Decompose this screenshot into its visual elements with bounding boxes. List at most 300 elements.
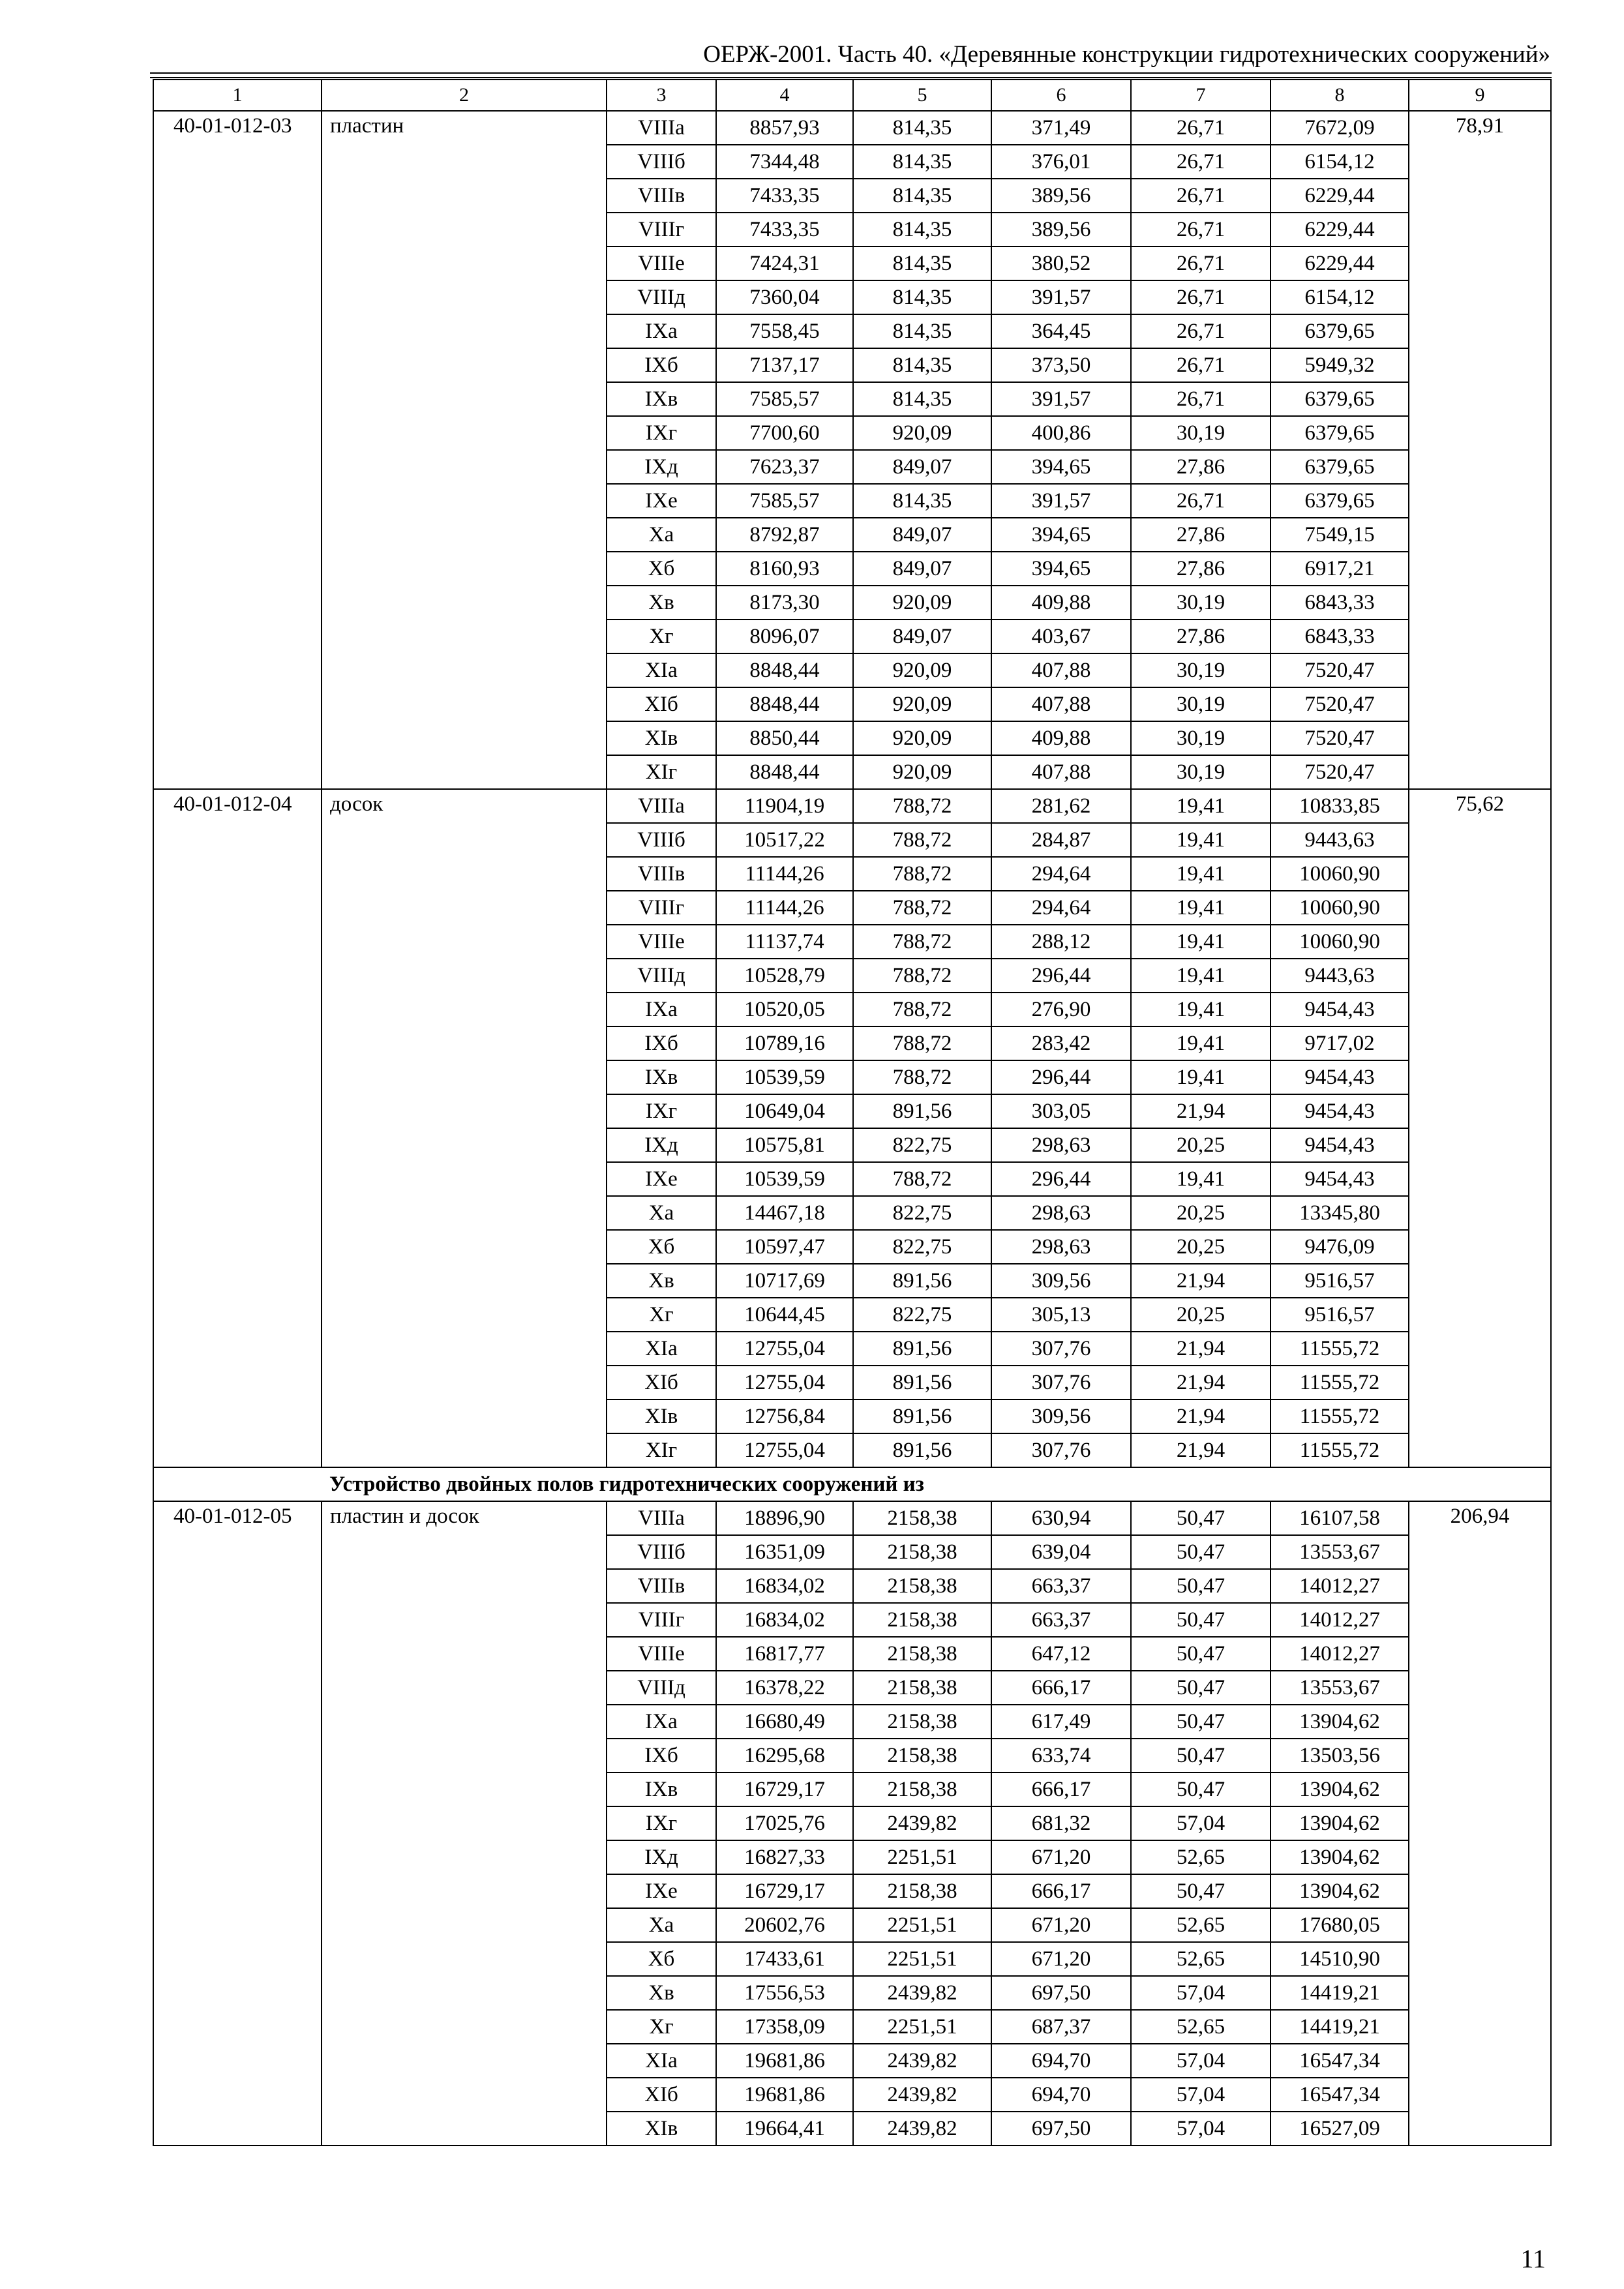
total-cost: 17556,53: [716, 1976, 853, 2010]
machinist-wages: 30,19: [1131, 653, 1271, 687]
machinist-wages: 21,94: [1131, 1399, 1271, 1433]
machinist-wages: 57,04: [1131, 1976, 1271, 2010]
wages: 788,72: [853, 1060, 991, 1094]
zone-category: VIIIа: [607, 111, 716, 145]
machinist-wages: 52,65: [1131, 1908, 1271, 1942]
total-cost: 16680,49: [716, 1705, 853, 1739]
machinist-wages: 50,47: [1131, 1501, 1271, 1535]
materials-cost: 13345,80: [1271, 1196, 1409, 1230]
section-title-row: [153, 1467, 1551, 1501]
zone-category: XIб: [607, 2078, 716, 2112]
total-cost: 7424,31: [716, 247, 853, 280]
total-cost: 10575,81: [716, 1128, 853, 1162]
total-cost: 11904,19: [716, 789, 853, 823]
machine-cost: 671,20: [991, 1942, 1131, 1976]
total-cost: 10539,59: [716, 1162, 853, 1196]
zone-category: XIа: [607, 653, 716, 687]
machine-cost: 407,88: [991, 653, 1131, 687]
wages: 788,72: [853, 1026, 991, 1060]
machine-cost: 373,50: [991, 348, 1131, 382]
total-cost: 16729,17: [716, 1773, 853, 1806]
machinist-wages: 26,71: [1131, 382, 1271, 416]
labor-cost: 78,91: [1409, 111, 1551, 789]
machinist-wages: 57,04: [1131, 2044, 1271, 2078]
machine-cost: 394,65: [991, 450, 1131, 484]
zone-category: VIIIб: [607, 823, 716, 857]
wages: 788,72: [853, 1162, 991, 1196]
materials-cost: 6379,65: [1271, 416, 1409, 450]
total-cost: 19681,86: [716, 2078, 853, 2112]
materials-cost: 7549,15: [1271, 518, 1409, 552]
zone-category: Xа: [607, 1908, 716, 1942]
zone-category: VIIIд: [607, 959, 716, 993]
machinist-wages: 27,86: [1131, 620, 1271, 653]
materials-cost: 11555,72: [1271, 1332, 1409, 1366]
materials-cost: 17680,05: [1271, 1908, 1409, 1942]
zone-category: VIIIа: [607, 1501, 716, 1535]
labor-cost: 206,94: [1409, 1501, 1551, 2146]
wages: 814,35: [853, 213, 991, 247]
materials-cost: 6843,33: [1271, 586, 1409, 620]
total-cost: 12755,04: [716, 1332, 853, 1366]
zone-category: XIб: [607, 687, 716, 721]
zone-category: XIг: [607, 1433, 716, 1467]
machinist-wages: 30,19: [1131, 755, 1271, 789]
wages: 849,07: [853, 450, 991, 484]
wages: 920,09: [853, 416, 991, 450]
materials-cost: 13553,67: [1271, 1535, 1409, 1569]
wages: 814,35: [853, 382, 991, 416]
machine-cost: 407,88: [991, 687, 1131, 721]
wages: 920,09: [853, 755, 991, 789]
total-cost: 7700,60: [716, 416, 853, 450]
zone-category: IXв: [607, 1773, 716, 1806]
materials-cost: 9454,43: [1271, 1128, 1409, 1162]
wages: 891,56: [853, 1264, 991, 1298]
table-row: [153, 1501, 1551, 1535]
machinist-wages: 57,04: [1131, 2112, 1271, 2146]
total-cost: 7344,48: [716, 145, 853, 179]
machinist-wages: 19,41: [1131, 1162, 1271, 1196]
machine-cost: 294,64: [991, 857, 1131, 891]
wages: 2439,82: [853, 1806, 991, 1840]
materials-cost: 16527,09: [1271, 2112, 1409, 2146]
machinist-wages: 50,47: [1131, 1739, 1271, 1773]
wages: 920,09: [853, 721, 991, 755]
machinist-wages: 52,65: [1131, 2010, 1271, 2044]
zone-category: IXе: [607, 484, 716, 518]
zone-category: VIIIа: [607, 789, 716, 823]
machinist-wages: 50,47: [1131, 1535, 1271, 1569]
machinist-wages: 50,47: [1131, 1705, 1271, 1739]
wages: 2158,38: [853, 1603, 991, 1637]
machine-cost: 394,65: [991, 518, 1131, 552]
machine-cost: 307,76: [991, 1332, 1131, 1366]
machine-cost: 671,20: [991, 1908, 1131, 1942]
machine-cost: 666,17: [991, 1671, 1131, 1705]
materials-cost: 6843,33: [1271, 620, 1409, 653]
machinist-wages: 21,94: [1131, 1094, 1271, 1128]
total-cost: 7433,35: [716, 213, 853, 247]
materials-cost: 14012,27: [1271, 1637, 1409, 1671]
zone-category: XIв: [607, 1399, 716, 1433]
materials-cost: 9454,43: [1271, 1094, 1409, 1128]
zone-category: Xа: [607, 1196, 716, 1230]
column-number-row: [153, 80, 1551, 111]
machine-cost: 284,87: [991, 823, 1131, 857]
wages: 788,72: [853, 925, 991, 959]
zone-category: Xб: [607, 552, 716, 586]
work-name: пластин: [322, 111, 607, 789]
wages: 822,75: [853, 1298, 991, 1332]
machinist-wages: 19,41: [1131, 857, 1271, 891]
total-cost: 7360,04: [716, 280, 853, 314]
total-cost: 10528,79: [716, 959, 853, 993]
zone-category: VIIIг: [607, 1603, 716, 1637]
wages: 891,56: [853, 1366, 991, 1399]
machine-cost: 663,37: [991, 1603, 1131, 1637]
machine-cost: 407,88: [991, 755, 1131, 789]
zone-category: VIIIб: [607, 145, 716, 179]
machinist-wages: 21,94: [1131, 1366, 1271, 1399]
machinist-wages: 20,25: [1131, 1230, 1271, 1264]
total-cost: 11144,26: [716, 857, 853, 891]
column-number: 3: [607, 80, 716, 111]
table-row: [153, 111, 1551, 145]
wages: 814,35: [853, 348, 991, 382]
wages: 2251,51: [853, 1908, 991, 1942]
materials-cost: 6379,65: [1271, 382, 1409, 416]
zone-category: Xб: [607, 1942, 716, 1976]
machinist-wages: 26,71: [1131, 484, 1271, 518]
column-number: 9: [1409, 80, 1551, 111]
machinist-wages: 27,86: [1131, 552, 1271, 586]
machine-cost: 309,56: [991, 1264, 1131, 1298]
machine-cost: 305,13: [991, 1298, 1131, 1332]
total-cost: 10789,16: [716, 1026, 853, 1060]
materials-cost: 14012,27: [1271, 1603, 1409, 1637]
total-cost: 16729,17: [716, 1874, 853, 1908]
machine-cost: 391,57: [991, 484, 1131, 518]
machinist-wages: 19,41: [1131, 823, 1271, 857]
materials-cost: 9516,57: [1271, 1298, 1409, 1332]
machinist-wages: 27,86: [1131, 518, 1271, 552]
wages: 2251,51: [853, 1942, 991, 1976]
zone-category: Xв: [607, 1976, 716, 2010]
total-cost: 10520,05: [716, 993, 853, 1026]
column-number: 1: [153, 80, 322, 111]
column-number: 2: [322, 80, 607, 111]
materials-cost: 9443,63: [1271, 823, 1409, 857]
machinist-wages: 19,41: [1131, 993, 1271, 1026]
materials-cost: 13904,62: [1271, 1874, 1409, 1908]
wages: 920,09: [853, 586, 991, 620]
zone-category: VIIIв: [607, 1569, 716, 1603]
total-cost: 10517,22: [716, 823, 853, 857]
wages: 2158,38: [853, 1535, 991, 1569]
zone-category: VIIIг: [607, 891, 716, 925]
materials-cost: 6154,12: [1271, 145, 1409, 179]
machine-cost: 364,45: [991, 314, 1131, 348]
zone-category: XIа: [607, 1332, 716, 1366]
total-cost: 7558,45: [716, 314, 853, 348]
machinist-wages: 26,71: [1131, 348, 1271, 382]
materials-cost: 11555,72: [1271, 1366, 1409, 1399]
machinist-wages: 19,41: [1131, 959, 1271, 993]
machine-cost: 639,04: [991, 1535, 1131, 1569]
section-title: Устройство двойных полов гидротехнических сооружений из: [322, 1467, 1551, 1501]
wages: 2158,38: [853, 1501, 991, 1535]
total-cost: 16378,22: [716, 1671, 853, 1705]
zone-category: IXд: [607, 1840, 716, 1874]
machinist-wages: 26,71: [1131, 179, 1271, 213]
total-cost: 10649,04: [716, 1094, 853, 1128]
total-cost: 7585,57: [716, 382, 853, 416]
total-cost: 17025,76: [716, 1806, 853, 1840]
wages: 814,35: [853, 314, 991, 348]
total-cost: 17358,09: [716, 2010, 853, 2044]
total-cost: 10597,47: [716, 1230, 853, 1264]
total-cost: 11137,74: [716, 925, 853, 959]
wages: 814,35: [853, 280, 991, 314]
total-cost: 7137,17: [716, 348, 853, 382]
zone-category: VIIIе: [607, 925, 716, 959]
wages: 814,35: [853, 247, 991, 280]
machine-cost: 681,32: [991, 1806, 1131, 1840]
zone-category: VIIIе: [607, 1637, 716, 1671]
total-cost: 16817,77: [716, 1637, 853, 1671]
materials-cost: 6379,65: [1271, 314, 1409, 348]
wages: 891,56: [853, 1399, 991, 1433]
machinist-wages: 30,19: [1131, 721, 1271, 755]
wages: 788,72: [853, 789, 991, 823]
machine-cost: 294,64: [991, 891, 1131, 925]
materials-cost: 9454,43: [1271, 993, 1409, 1026]
zone-category: XIв: [607, 721, 716, 755]
machinist-wages: 50,47: [1131, 1874, 1271, 1908]
column-number: 8: [1271, 80, 1409, 111]
wages: 2158,38: [853, 1705, 991, 1739]
machine-cost: 391,57: [991, 280, 1131, 314]
machinist-wages: 57,04: [1131, 1806, 1271, 1840]
zone-category: Xа: [607, 518, 716, 552]
materials-cost: 7520,47: [1271, 755, 1409, 789]
total-cost: 12756,84: [716, 1399, 853, 1433]
machinist-wages: 26,71: [1131, 314, 1271, 348]
wages: 2158,38: [853, 1739, 991, 1773]
zone-category: IXб: [607, 1739, 716, 1773]
machine-cost: 281,62: [991, 789, 1131, 823]
machine-cost: 296,44: [991, 1162, 1131, 1196]
machinist-wages: 30,19: [1131, 687, 1271, 721]
materials-cost: 14510,90: [1271, 1942, 1409, 1976]
materials-cost: 13904,62: [1271, 1705, 1409, 1739]
materials-cost: 13904,62: [1271, 1773, 1409, 1806]
zone-category: Xг: [607, 1298, 716, 1332]
zone-category: Xг: [607, 2010, 716, 2044]
total-cost: 14467,18: [716, 1196, 853, 1230]
machine-cost: 283,42: [991, 1026, 1131, 1060]
machine-cost: 666,17: [991, 1874, 1131, 1908]
machine-cost: 697,50: [991, 1976, 1131, 2010]
labor-cost: 75,62: [1409, 789, 1551, 1467]
machine-cost: 409,88: [991, 586, 1131, 620]
materials-cost: 10060,90: [1271, 857, 1409, 891]
machine-cost: 307,76: [991, 1433, 1131, 1467]
machine-cost: 276,90: [991, 993, 1131, 1026]
machinist-wages: 21,94: [1131, 1433, 1271, 1467]
column-number: 7: [1131, 80, 1271, 111]
materials-cost: 9443,63: [1271, 959, 1409, 993]
materials-cost: 9454,43: [1271, 1060, 1409, 1094]
zone-category: Xв: [607, 586, 716, 620]
column-number: 5: [853, 80, 991, 111]
zone-category: VIIIд: [607, 280, 716, 314]
zone-category: VIIIд: [607, 1671, 716, 1705]
total-cost: 18896,90: [716, 1501, 853, 1535]
zone-category: VIIIг: [607, 213, 716, 247]
materials-cost: 7520,47: [1271, 687, 1409, 721]
zone-category: IXа: [607, 1705, 716, 1739]
machine-cost: 389,56: [991, 213, 1131, 247]
materials-cost: 9476,09: [1271, 1230, 1409, 1264]
column-number: 6: [991, 80, 1131, 111]
zone-category: Xв: [607, 1264, 716, 1298]
rate-code: 40-01-012-05: [153, 1501, 322, 2146]
machine-cost: 663,37: [991, 1569, 1131, 1603]
machine-cost: 694,70: [991, 2078, 1131, 2112]
materials-cost: 7672,09: [1271, 111, 1409, 145]
total-cost: 16834,02: [716, 1603, 853, 1637]
zone-category: VIIIв: [607, 857, 716, 891]
rate-code: 40-01-012-03: [153, 111, 322, 789]
machine-cost: 389,56: [991, 179, 1131, 213]
total-cost: 8848,44: [716, 653, 853, 687]
machine-cost: 296,44: [991, 959, 1131, 993]
total-cost: 8096,07: [716, 620, 853, 653]
zone-category: XIг: [607, 755, 716, 789]
machinist-wages: 21,94: [1131, 1264, 1271, 1298]
wages: 822,75: [853, 1196, 991, 1230]
total-cost: 7433,35: [716, 179, 853, 213]
machine-cost: 371,49: [991, 111, 1131, 145]
wages: 849,07: [853, 620, 991, 653]
materials-cost: 13904,62: [1271, 1806, 1409, 1840]
machine-cost: 380,52: [991, 247, 1131, 280]
machinist-wages: 27,86: [1131, 450, 1271, 484]
materials-cost: 13904,62: [1271, 1840, 1409, 1874]
total-cost: 12755,04: [716, 1366, 853, 1399]
wages: 788,72: [853, 993, 991, 1026]
table-body: [153, 80, 1551, 2146]
materials-cost: 6379,65: [1271, 450, 1409, 484]
wages: 788,72: [853, 891, 991, 925]
materials-cost: 5949,32: [1271, 348, 1409, 382]
total-cost: 10539,59: [716, 1060, 853, 1094]
machine-cost: 288,12: [991, 925, 1131, 959]
total-cost: 8792,87: [716, 518, 853, 552]
zone-category: XIа: [607, 2044, 716, 2078]
machinist-wages: 26,71: [1131, 145, 1271, 179]
materials-cost: 6379,65: [1271, 484, 1409, 518]
work-name: пластин и досок: [322, 1501, 607, 2146]
machine-cost: 298,63: [991, 1230, 1131, 1264]
zone-category: VIIIе: [607, 247, 716, 280]
total-cost: 8857,93: [716, 111, 853, 145]
zone-category: XIв: [607, 2112, 716, 2146]
total-cost: 12755,04: [716, 1433, 853, 1467]
machinist-wages: 30,19: [1131, 416, 1271, 450]
machine-cost: 630,94: [991, 1501, 1131, 1535]
machine-cost: 409,88: [991, 721, 1131, 755]
materials-cost: 16547,34: [1271, 2078, 1409, 2112]
total-cost: 8848,44: [716, 687, 853, 721]
materials-cost: 6917,21: [1271, 552, 1409, 586]
machinist-wages: 50,47: [1131, 1773, 1271, 1806]
machinist-wages: 50,47: [1131, 1569, 1271, 1603]
total-cost: 16295,68: [716, 1739, 853, 1773]
wages: 814,35: [853, 179, 991, 213]
machine-cost: 298,63: [991, 1128, 1131, 1162]
machinist-wages: 19,41: [1131, 1026, 1271, 1060]
machinist-wages: 20,25: [1131, 1128, 1271, 1162]
wages: 788,72: [853, 823, 991, 857]
zone-category: IXб: [607, 1026, 716, 1060]
machinist-wages: 20,25: [1131, 1196, 1271, 1230]
machine-cost: 666,17: [991, 1773, 1131, 1806]
machine-cost: 671,20: [991, 1840, 1131, 1874]
page-header-title: ОЕРЖ-2001. Часть 40. «Деревянные конструкции гидротехнических сооружений»: [703, 41, 1550, 68]
materials-cost: 7520,47: [1271, 721, 1409, 755]
machinist-wages: 50,47: [1131, 1637, 1271, 1671]
total-cost: 7585,57: [716, 484, 853, 518]
wages: 2158,38: [853, 1773, 991, 1806]
machine-cost: 307,76: [991, 1366, 1131, 1399]
materials-cost: 13553,67: [1271, 1671, 1409, 1705]
materials-cost: 6229,44: [1271, 213, 1409, 247]
column-number: 4: [716, 80, 853, 111]
materials-cost: 7520,47: [1271, 653, 1409, 687]
wages: 2251,51: [853, 2010, 991, 2044]
materials-cost: 16107,58: [1271, 1501, 1409, 1535]
machinist-wages: 52,65: [1131, 1942, 1271, 1976]
machine-cost: 697,50: [991, 2112, 1131, 2146]
machinist-wages: 19,41: [1131, 1060, 1271, 1094]
machine-cost: 403,67: [991, 620, 1131, 653]
wages: 920,09: [853, 687, 991, 721]
machine-cost: 647,12: [991, 1637, 1131, 1671]
table-row: [153, 789, 1551, 823]
machinist-wages: 19,41: [1131, 891, 1271, 925]
machine-cost: 391,57: [991, 382, 1131, 416]
wages: 2158,38: [853, 1637, 991, 1671]
wages: 788,72: [853, 959, 991, 993]
materials-cost: 11555,72: [1271, 1399, 1409, 1433]
materials-cost: 6229,44: [1271, 247, 1409, 280]
machine-cost: 309,56: [991, 1399, 1131, 1433]
zone-category: VIIIб: [607, 1535, 716, 1569]
header-rule: [150, 72, 1552, 74]
zone-category: IXб: [607, 348, 716, 382]
total-cost: 10717,69: [716, 1264, 853, 1298]
zone-category: IXд: [607, 450, 716, 484]
zone-category: Xб: [607, 1230, 716, 1264]
zone-category: IXа: [607, 314, 716, 348]
wages: 2439,82: [853, 2112, 991, 2146]
machine-cost: 376,01: [991, 145, 1131, 179]
materials-cost: 9454,43: [1271, 1162, 1409, 1196]
materials-cost: 13503,56: [1271, 1739, 1409, 1773]
